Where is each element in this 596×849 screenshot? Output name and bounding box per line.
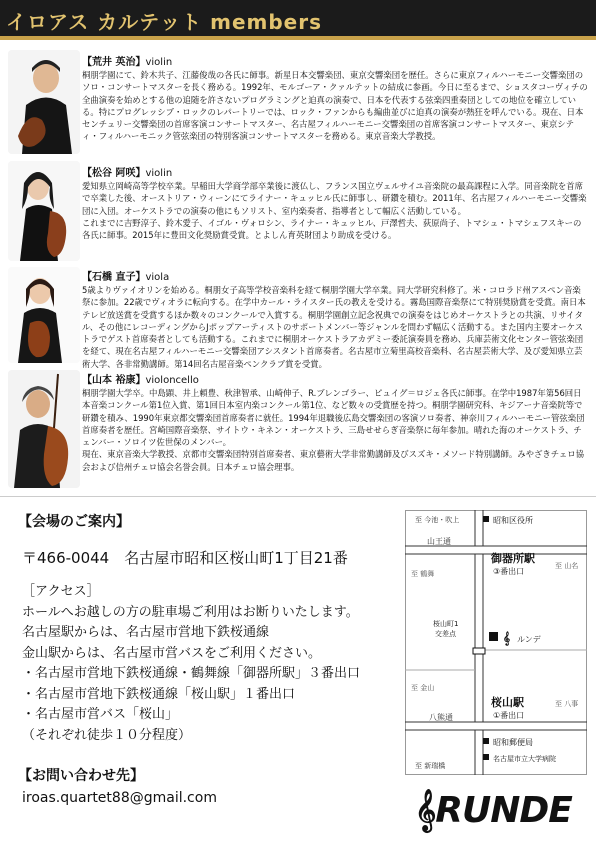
access-line: ホールへお越しの方の駐車場ご利用はお断りいたします。 [22, 604, 359, 620]
member-bio-text: 愛知県立岡崎高等学校卒業。早稲田大学商学部卒業後に渡仏し、フランス国立ヴェルサイユ音楽院の最高課程に入学。同音楽院を首席で卒業した後、オーストリア・ウィーンにてライナー・キュッヒル氏に師事し、研鑽を積む。2011年、名古屋フィルハーモニー交響楽団に入団。オーケストラでの演奏の他にもソリスト、室内楽奏者、指導者として幅広く活動している。 これまでに吉野淳子、鈴木愛子、イゴル・ヴォロシン、ライナー・キュッヒル、戸澤哲夫、荻原尚子、トマシュ・トマシェフスキーの各氏に師事。2015年に豊田文化奨励賞受賞。とよしん育英財団より助成を受ける。 [82, 181, 587, 241]
member-bio-yamamoto [82, 374, 588, 473]
access-line: ・名古屋市営バス「桜山」 [22, 707, 179, 722]
member-photo-arai [8, 50, 80, 154]
access-line: 金山駅からは、名古屋市営バスをご利用ください。 [22, 645, 322, 661]
member-instrument: violoncello [145, 375, 199, 386]
section-divider [0, 496, 596, 497]
member-card-matsutani [0, 161, 596, 264]
map-label-to-right-top: 至 山名 [555, 562, 579, 570]
header-gold-line [0, 36, 596, 40]
contact-title: 【お問い合わせ先】 [18, 768, 144, 784]
map-label-to-left: 至 鶴舞 [411, 570, 435, 578]
member-bio-text: 桐朋学園にて、鈴木共子、江藤俊哉の各氏に師事。新星日本交響楽団、東京交響楽団を歴任。さらに東京フィルハーモニー交響楽団のソロ・コンサートマスターを長く務める。1992年、モルゴーア・クァルテットの結成に参画。今日に至るまで、ショスタコーヴィチの全曲演奏を始めとする他の追随を許さないプログラミングと迫真の演奏で、日本を代表する弦楽四重奏団としての地位を確立している。特にプログレッシブ・ロックのレパートリーでは、ロック・ファンからも編曲並びに迫真の演奏が熱狂を呼んでいる。現在、日本センチュリー交響楽団の首席客演コンサートマスター、名古屋フィルハーモニー交響楽団の首席客演コンサートマスター、東京シティ・フィルハーモニック管弦楽団の特別客演コンサートマスターを務める。東京音楽大学教授。 [82, 70, 588, 142]
member-bio-matsutani [82, 167, 588, 241]
member-bio-ishibashi [82, 271, 588, 370]
member-name: 【石橋 直子】 [82, 272, 146, 283]
map-label-hospital: 名古屋市立大学病院 [493, 755, 556, 763]
member-name: 【荒井 英治】 [82, 57, 146, 68]
map-label-sakurayama-exit: ①番出口 [493, 711, 525, 720]
access-line: ・名古屋市営地下鉄桜通線・鶴舞線「御器所駅」３番出口 [22, 666, 361, 681]
map-label-to-right-mid: 至 八事 [555, 700, 579, 708]
map-label-showa-ward-office: 昭和区役所 [493, 516, 533, 525]
map-label-post-office: 昭和郵便局 [493, 738, 533, 747]
map-label-to-left-bottom: 至 金山 [411, 684, 435, 692]
access-line: ［アクセス］ [22, 584, 100, 599]
member-bio-arai [82, 56, 588, 143]
access-line: ・名古屋市営地下鉄桜通線「桜山駅」１番出口 [22, 686, 296, 702]
map-label-intersection-1: 桜山町1 [433, 620, 459, 628]
member-name: 【山本 裕康】 [82, 375, 146, 386]
header-banner [0, 0, 596, 40]
member-instrument: violin [145, 168, 173, 179]
access-info [22, 582, 382, 746]
runde-logo [415, 790, 572, 832]
member-card-yamamoto [0, 370, 596, 492]
venue-title: 【会場のご案内】 [18, 514, 130, 530]
runde-logo-icon: 𝄞 [415, 790, 436, 831]
map-label-yakuma-dori: 八熊通 [429, 713, 453, 722]
member-bio-text: 桐朋学園大学卒。中島顕、井上頼豊、秋津智承、山崎伸子、R.ブレンゴラー、ピュイグ＝ロジェ各氏に師事。在学中1987年第56回日本音楽コンクール第1位入賞、第1回日本室内楽コンクール第1位、など数々の受賞歴を持つ。桐朋学園研究科、キジアーナ音楽院等で研鑽を積み、1990年東京都交響楽団首席奏者に就任。1994年退職後広島交響楽団の客演ソロ奏者、神奈川フィルハーモニー管弦楽団首席奏者を歴任。宮崎国際音楽祭、サイトウ・キネン・オーケストラ、三島せせらぎ音楽祭に毎年参加。晴れた海のオーケストラ、チェンバー・ソロイツ佐世保のメンバー。 現在、東京音楽大学教授、京都市交響楽団特別首席奏者、東京藝術大学非常勤講師及びスズキ・メソード特別講師。みやざきチェロ協会および信州チェロ協会名誉会員。日本チェロ協会理事。 [82, 388, 585, 472]
page-title: イロアス カルテット members [6, 10, 323, 34]
map-label-top-road: 至 今池・吹上 [415, 516, 460, 524]
member-photo-matsutani [8, 161, 80, 261]
access-line: 名古屋駅からは、名古屋市営地下鉄桜通線 [22, 625, 270, 640]
map-label-sakurayama-station: 桜山駅 [491, 696, 524, 709]
map-hall-logo-icon: 𝄞 [503, 631, 511, 645]
map-label-sannou-dori: 山王通 [427, 537, 451, 546]
runde-logo-text: RUNDE [435, 790, 572, 831]
member-instrument: violin [145, 57, 173, 68]
venue-address: 〒466-0044 名古屋市昭和区桜山町1丁目21番 [22, 549, 348, 567]
member-name: 【松谷 阿咲】 [82, 168, 146, 179]
venue-map [405, 510, 587, 775]
map-label-gokiso-exit: ③番出口 [493, 567, 525, 576]
member-photo-ishibashi [8, 267, 80, 363]
map-label-hall: ルンデ [517, 635, 541, 644]
contact-email[interactable]: iroas.quartet88@gmail.com [22, 790, 217, 806]
map-label-intersection-2: 交差点 [435, 630, 456, 638]
member-instrument: viola [145, 272, 170, 283]
member-bio-text: 5歳よりヴァイオリンを始める。桐朋女子高等学校音楽科を経て桐朋学園大学卒業。同大学研究科修了。米・コロラド州アスペン音楽祭に参加。22歳でヴィオラに転向する。在学中カール・ライスター氏の教えを受ける。霧島国際音楽祭にて特別奨励賞を受賞。南日本テレビ放送賞を受賞するほか数々のコンクールで入賞する。桐朋学園創立記念祝典での演奏をはじめオーケストラとの共演、リサイタル、その他にレコーディングからJポップアーティストのサポートメンバー等ジャンルを問わず幅広く活動する。また国内主要オーケストラでゲスト首席奏者としても活動する。これまでに桐朋オーケストラアカデミー委託演奏員を務め、兵庫芸術文化センター管弦楽団を経て、現在名古屋フィルハーモニー交響楽団アシスタント首席奏者。名古屋市立菊里高校音楽科、名古屋芸術大学、及び愛知県立芸術大学、各非常勤講師。第14回名古屋音楽ペンクラブ賞を受賞。 [82, 285, 586, 369]
member-photo-yamamoto [8, 370, 80, 488]
access-line: （それぞれ徒歩１０分程度） [22, 727, 192, 743]
map-label-bottom-road: 至 新瑞橋 [415, 762, 446, 770]
member-card-ishibashi [0, 267, 596, 369]
map-label-gokiso-station: 御器所駅 [491, 552, 535, 565]
member-card-arai [0, 50, 596, 158]
